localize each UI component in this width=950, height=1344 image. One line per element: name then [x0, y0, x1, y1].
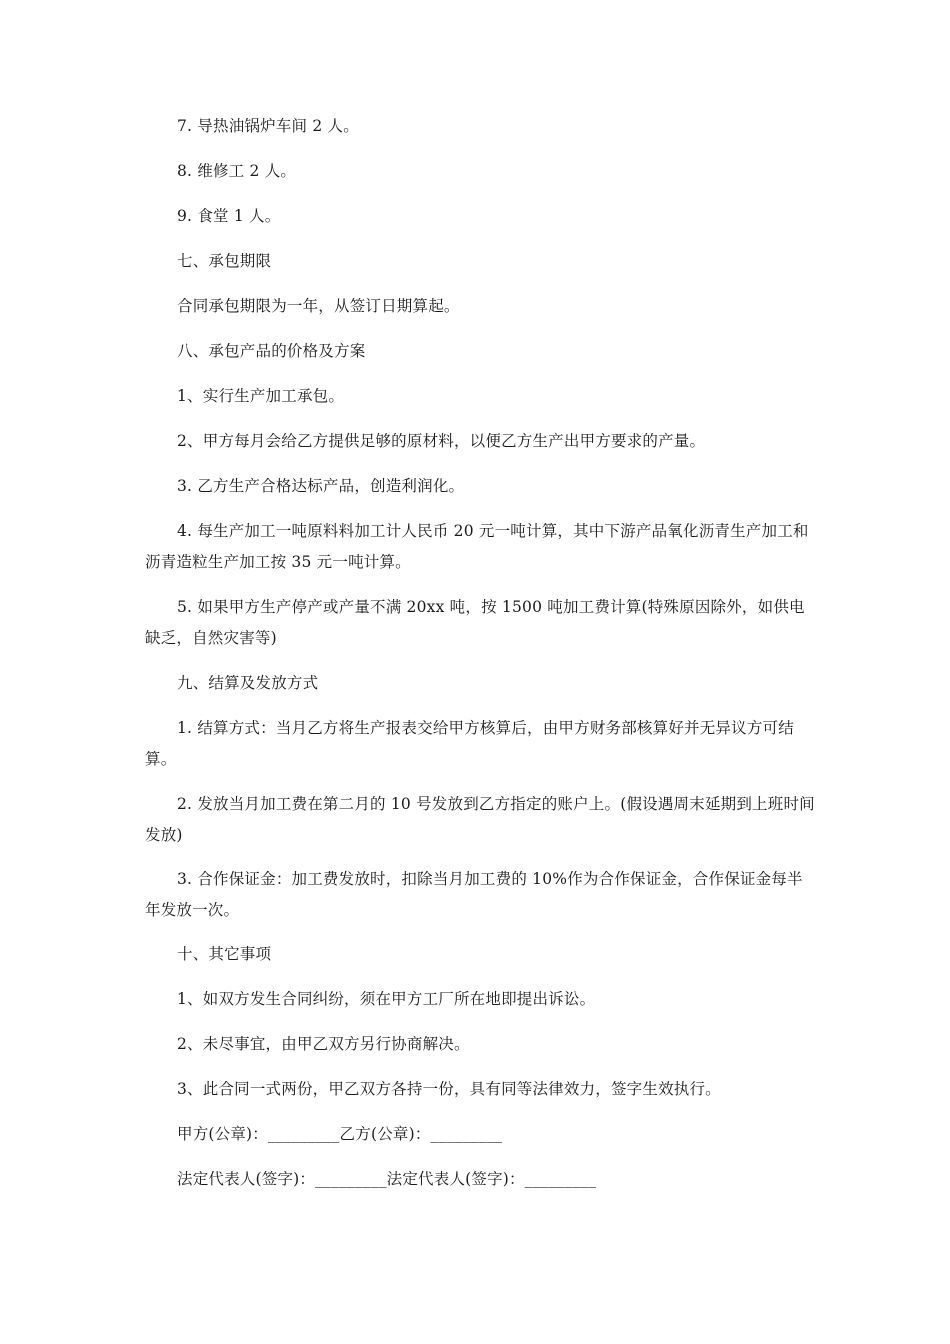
section-heading-contract-term: 七、承包期限	[177, 252, 272, 270]
paragraph-contract-term: 合同承包期限为一年，从签订日期算起。	[177, 297, 460, 315]
list-item-pricing-3: 3. 乙方生产合格达标产品，创造利润化。	[177, 477, 465, 495]
section-heading-other: 十、其它事项	[177, 945, 272, 963]
list-item-other-1: 1、如双方发生合同纠纷，须在甲方工厂所在地即提出诉讼。	[177, 990, 596, 1008]
list-item-pricing-1: 1、实行生产加工承包。	[177, 387, 345, 405]
list-item-pricing-2: 2、甲方每月会给乙方提供足够的原材料，以便乙方生产出甲方要求的产量。	[177, 432, 706, 450]
list-item-pricing-4: 4. 每生产加工一吨原料料加工计人民币 20 元一吨计算，其中下游产品氧化沥青生产加工和沥青造粒生产加工按 35 元一吨计算。	[145, 522, 809, 571]
list-item-pricing-5: 5. 如果甲方生产停产或产量不满 20xx 吨，按 1500 吨加工费计算(特殊原因除外，如供电缺乏，自然灾害等)	[145, 598, 805, 647]
list-item-settlement-3: 3. 合作保证金：加工费发放时，扣除当月加工费的 10%作为合作保证金，合作保证金每半年发放一次。	[145, 870, 803, 919]
signature-line-seals: 甲方(公章)：_________乙方(公章)：_________	[177, 1125, 503, 1143]
list-item-boiler-workshop: 7. 导热油锅炉车间 2 人。	[177, 117, 359, 135]
list-item-settlement-2: 2. 发放当月加工费在第二月的 10 号发放到乙方指定的账户上。(假设遇周末延期到上班时间发放)	[145, 795, 815, 844]
section-heading-settlement: 九、结算及发放方式	[177, 674, 319, 692]
list-item-other-3: 3、此合同一式两份，甲乙双方各持一份，具有同等法律效力，签字生效执行。	[177, 1080, 721, 1098]
signature-line-representatives: 法定代表人(签字)：_________法定代表人(签字)：_________	[177, 1170, 597, 1188]
list-item-maintenance: 8. 维修工 2 人。	[177, 162, 297, 180]
list-item-other-2: 2、未尽事宜，由甲乙双方另行协商解决。	[177, 1035, 470, 1053]
list-item-settlement-1: 1. 结算方式：当月乙方将生产报表交给甲方核算后，由甲方财务部核算好并无异议方可结算。	[145, 719, 794, 768]
list-item-canteen: 9. 食堂 1 人。	[177, 207, 281, 225]
section-heading-pricing: 八、承包产品的价格及方案	[177, 342, 366, 360]
